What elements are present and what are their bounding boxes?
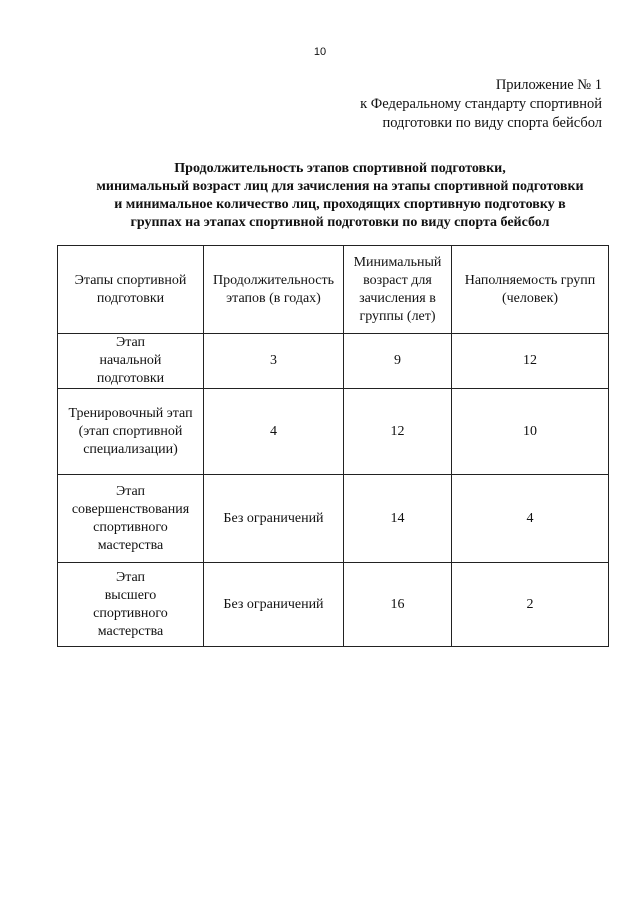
header-min-age: Минимальный возраст для зачисления в группы (лет) xyxy=(344,246,452,334)
cell-min-age: 9 xyxy=(344,334,452,389)
cell-group-size: 12 xyxy=(452,334,609,389)
table-header-row xyxy=(58,246,609,334)
cell-min-age: 14 xyxy=(344,475,452,563)
cell-duration: 3 xyxy=(204,334,344,389)
cell-min-age: 16 xyxy=(344,563,452,647)
appendix-line-1: Приложение № 1 xyxy=(495,77,602,93)
appendix-line-2: к Федеральному стандарту спортивной xyxy=(360,96,602,112)
cell-group-size: 2 xyxy=(452,563,609,647)
stages-table xyxy=(57,245,609,647)
appendix-line-3: подготовки по виду спорта бейсбол xyxy=(382,115,602,131)
title-line-2: минимальный возраст лиц для зачисления на этапы спортивной подготовки xyxy=(96,179,584,194)
cell-min-age: 12 xyxy=(344,389,452,475)
header-group-size: Наполняемость групп (человек) xyxy=(452,246,609,334)
document-title xyxy=(40,160,640,232)
header-duration: Продолжительность этапов (в годах) xyxy=(204,246,344,334)
cell-group-size: 10 xyxy=(452,389,609,475)
cell-group-size: 4 xyxy=(452,475,609,563)
title-line-3: и минимальное количество лиц, проходящих спортивную подготовку в xyxy=(114,197,566,212)
cell-duration: Без ограничений xyxy=(204,475,344,563)
table-row xyxy=(58,563,609,647)
page-number: 10 xyxy=(313,46,327,58)
title-line-1: Продолжительность этапов спортивной подготовки, xyxy=(174,161,506,176)
cell-stage: Этап высшего спортивного мастерства xyxy=(58,563,204,647)
title-line-4: группах на этапах спортивной подготовки по виду спорта бейсбол xyxy=(130,215,550,230)
appendix-header xyxy=(360,76,602,133)
table-row xyxy=(58,334,609,389)
cell-duration: Без ограничений xyxy=(204,563,344,647)
cell-stage: Этап начальной подготовки xyxy=(58,334,204,389)
cell-stage: Этап совершенствования спортивного мастерства xyxy=(58,475,204,563)
header-stages: Этапы спортивной подготовки xyxy=(58,246,204,334)
cell-stage: Тренировочный этап (этап спортивной специализации) xyxy=(58,389,204,475)
cell-duration: 4 xyxy=(204,389,344,475)
table-row xyxy=(58,389,609,475)
table-row xyxy=(58,475,609,563)
